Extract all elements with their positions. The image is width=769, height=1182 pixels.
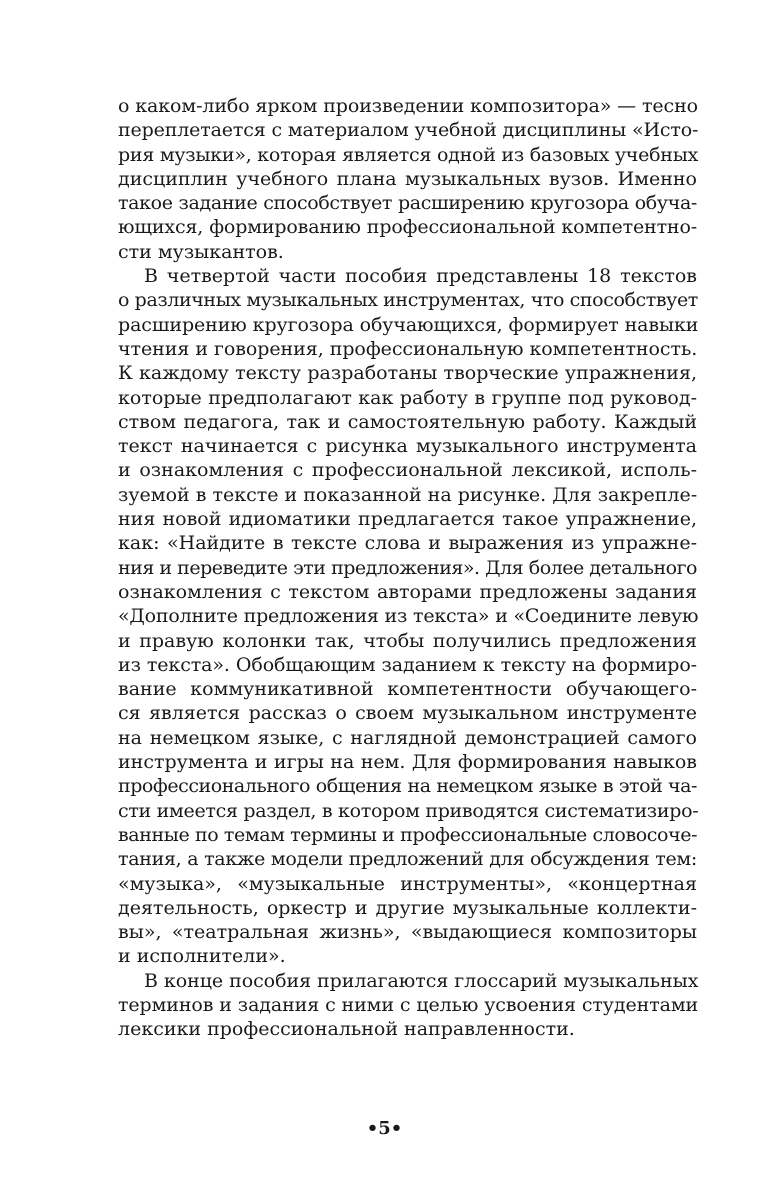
text-line: ния и переведите эти предложения». Для более детального: [118, 556, 697, 579]
text-line: о каком-либо ярком произведении композитора» — тесно: [118, 95, 698, 117]
text-line: на немецком языке, с наглядной демонстрацией самого: [118, 726, 697, 749]
text-line: терминов и задания с ними с целью усвоения студентами: [118, 993, 699, 1016]
text-line: и правую колонки так, чтобы получились предложения: [118, 629, 697, 652]
text-line: К каждому тексту разработаны творческие упражнения,: [118, 362, 697, 385]
text-line: ющихся, формированию профессиональной компетентно-: [118, 216, 697, 239]
text-line: ся является рассказ о своем музыкальном инструменте: [118, 702, 697, 725]
text-line: зуемой в тексте и показанной на рисунке. Для закрепле-: [118, 483, 698, 506]
paragraph-3: [118, 969, 697, 1042]
text-line: профессионального общения на немецком языке в этой ча-: [118, 775, 697, 798]
text-line: лексики профессиональной направленности.: [118, 1018, 575, 1041]
text-line: ознакомления с текстом авторами предложены задания: [118, 580, 697, 603]
text-line: сти имеется раздел, в котором приводятся систематизиро-: [118, 799, 699, 822]
page-body: [118, 94, 697, 1042]
text-line: ством педагога, так и самостоятельную работу. Каждый: [118, 410, 697, 433]
text-line: о различных музыкальных инструментах, что способствует: [118, 289, 698, 312]
text-line: расширению кругозора обучающихся, формирует навыки: [118, 313, 699, 336]
text-line: дисциплин учебного плана музыкальных вузов. Именно: [118, 167, 697, 190]
text-line: «Дополните предложения из текста» и «Соедините левую: [118, 605, 699, 628]
page-number: •5•: [366, 1118, 403, 1139]
text-line: сти музыкантов.: [118, 240, 284, 263]
text-line: и ознакомления с профессиональной лексикой, исполь-: [118, 459, 697, 482]
text-line: которые предполагают как работу в группе под руковод-: [118, 386, 697, 409]
text-line: текст начинается с рисунка музыкального инструмента: [118, 435, 697, 458]
text-line: как: «Найдите в тексте слова и выражения из упражне-: [118, 532, 697, 555]
text-line: ния новой идиоматики предлагается такое упражнение,: [118, 508, 697, 531]
text-line: деятельность, оркестр и другие музыкальные коллекти-: [118, 896, 697, 919]
text-line: переплетается с материалом учебной дисциплины «Исто-: [118, 119, 699, 142]
text-line: такое задание способствует расширению кругозора обуча-: [118, 192, 697, 215]
text-line: рия музыки», которая является одной из базовых учебных: [118, 143, 699, 166]
text-line: ванные по темам термины и профессиональные словосоче-: [118, 823, 698, 846]
text-line: и исполнители».: [118, 945, 286, 968]
text-line: вание коммуникативной компетентности обучающего-: [118, 678, 697, 701]
text-line: инструмента и игры на нем. Для формирования навыков: [118, 751, 697, 774]
paragraph-2: [118, 264, 697, 969]
text-line: из текста». Обобщающим заданием к тексту на формиро-: [118, 653, 697, 676]
text-line: «музыка», «музыкальные инструменты», «концертная: [118, 872, 697, 895]
text-line: В конце пособия прилагаются глоссарий музыкальных: [144, 969, 699, 992]
text-line: вы», «театральная жизнь», «выдающиеся композиторы: [118, 921, 697, 944]
text-line: тания, а также модели предложений для обсуждения тем:: [118, 848, 697, 871]
paragraph-1: [118, 94, 697, 264]
text-line: В четвертой части пособия представлены 18 текстов: [144, 265, 697, 288]
text-line: чтения и говорения, профессиональную компетентность.: [118, 337, 698, 360]
